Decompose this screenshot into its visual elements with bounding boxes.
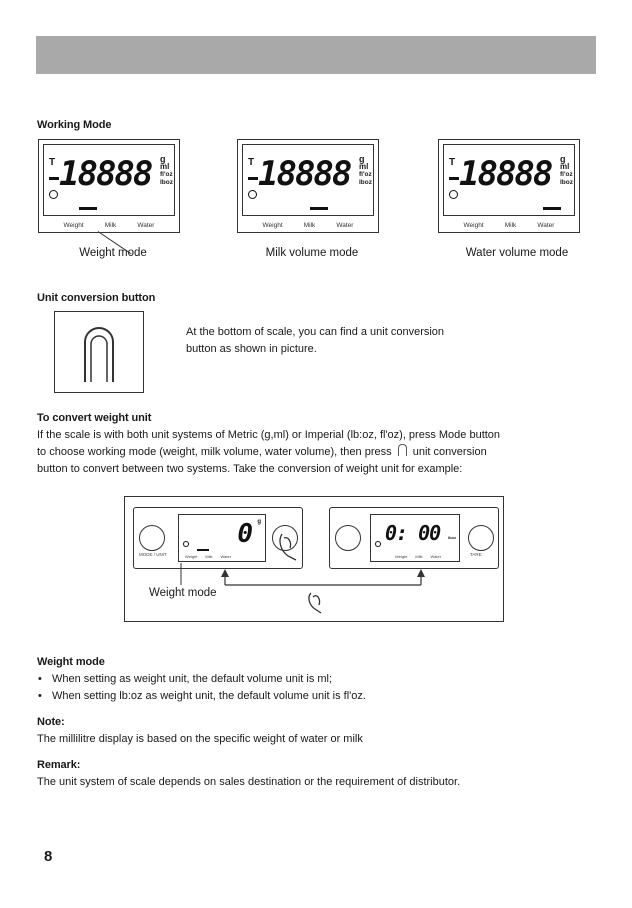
note-heading: Note:	[37, 716, 65, 728]
lcd-tare-indicator: T	[49, 157, 56, 168]
lcd-minus-sign	[449, 177, 459, 180]
page-number: 8	[44, 848, 53, 865]
convert-heading: To convert weight unit	[37, 412, 152, 424]
convert-text-line3: button to convert between two systems. Take the conversion of weight unit for example:	[37, 463, 463, 475]
convert-text-line1: If the scale is with both unit systems of Metric (g,ml) or Imperial (lb:oz, fl'oz), press Mode button	[37, 429, 501, 441]
caption-milk-volume-mode: Milk volume mode	[265, 247, 359, 259]
lcd-units: g ml fl'oz lboz	[359, 154, 372, 186]
bullet-item: • When setting as weight unit, the default volume unit is ml;	[38, 673, 333, 685]
conversion-illustration	[124, 496, 504, 622]
lcd-minus-sign	[248, 177, 258, 180]
caption-weight-mode: Weight mode	[79, 247, 147, 259]
lcd-display-weight	[38, 139, 180, 233]
working-mode-heading: Working Mode	[37, 119, 112, 131]
lcd-digits: 18888	[459, 154, 552, 194]
unit-button-text-line1: At the bottom of scale, you can find a unit conversion	[186, 326, 445, 338]
lcd-display-milk	[237, 139, 379, 233]
mode-labels: Weight Milk Water	[185, 554, 232, 559]
weight-mode-heading: Weight mode	[37, 656, 105, 668]
unit-conversion-heading: Unit conversion button	[37, 292, 156, 304]
bullet-item: • When setting lb:oz as weight unit, the default volume unit is fl'oz.	[38, 690, 366, 702]
knob-label: MODE / UNIT	[139, 552, 167, 557]
knob-label: TARE	[470, 552, 482, 557]
lcd-tare-indicator: T	[449, 157, 456, 168]
lcd-units: g ml fl'oz lboz	[160, 154, 173, 186]
screen-unit: g	[257, 519, 261, 525]
lcd-stable-indicator	[449, 190, 458, 199]
caption-water-volume-mode: Water volume mode	[465, 247, 569, 259]
mode-labels: Weight Milk Water	[463, 222, 555, 229]
unit-button-text-line2: button as shown in picture.	[186, 343, 317, 355]
mode-pointer	[310, 207, 328, 210]
mode-labels: Weight Milk Water	[63, 222, 155, 229]
mode-pointer	[79, 207, 97, 210]
note-text: The millilitre display is based on the specific weight of water or milk	[37, 733, 363, 745]
screen-unit: lboz	[448, 535, 456, 540]
mode-labels: Weight Milk Water	[262, 222, 354, 229]
header-bar	[36, 36, 596, 74]
illustration-caption: Weight mode	[149, 587, 217, 599]
lcd-display-water	[438, 139, 580, 233]
lcd-stable-indicator	[248, 190, 257, 199]
remark-text: The unit system of scale depends on sales destination or the requirement of distributor.	[37, 776, 461, 788]
remark-heading: Remark:	[37, 759, 81, 771]
convert-text-line2: to choose working mode (weight, milk volume, water volume), then press unit conversion	[37, 446, 487, 458]
unit-button-picture	[54, 311, 144, 393]
inline-unit-button-icon	[398, 444, 407, 456]
screen-digits: 0: 00	[385, 521, 441, 545]
mode-labels: Weight Milk Water	[395, 554, 442, 559]
mode-pointer	[543, 207, 561, 210]
conversion-arrow	[125, 497, 503, 621]
lcd-units: g ml fl'oz lboz	[560, 154, 573, 186]
unit-button-icon	[55, 312, 143, 392]
lcd-minus-sign	[49, 177, 59, 180]
lcd-digits: 18888	[59, 154, 152, 194]
screen-digits: 0	[237, 519, 253, 549]
lcd-digits: 18888	[258, 154, 351, 194]
lcd-stable-indicator	[49, 190, 58, 199]
lcd-tare-indicator: T	[248, 157, 255, 168]
